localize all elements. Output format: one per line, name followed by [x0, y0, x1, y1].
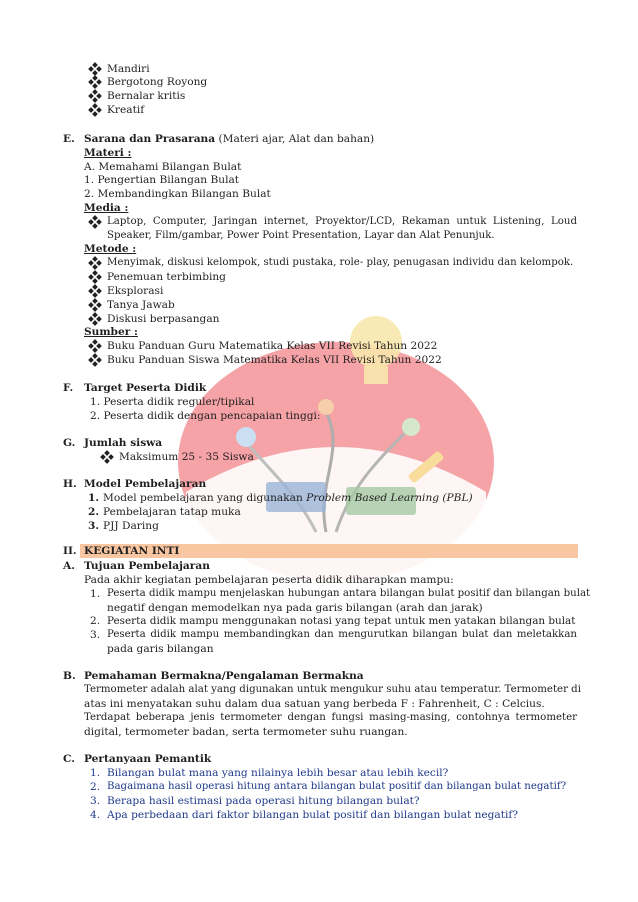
list-number: 3.: [88, 520, 100, 532]
bullet-icon: [89, 354, 101, 366]
section-title: [84, 132, 374, 146]
bullet-icon: [89, 90, 101, 102]
tujuan-item-line: negatif dengan memodelkan nya pada garis bilangan (arah dan jarak): [107, 602, 483, 614]
list-number: 1.: [88, 492, 100, 504]
bullet-icon: [89, 340, 101, 352]
section-title-note: (Materi ajar, Alat dan bahan): [218, 133, 375, 145]
profile-item: Mandiri: [107, 63, 150, 75]
materi-item: 1. Pengertian Bilangan Bulat: [84, 174, 240, 186]
tujuan-intro: Pada akhir kegiatan pembelajaran peserta didik diharapkan mampu:: [84, 574, 454, 586]
list-number: 2.: [90, 781, 101, 793]
sumber-item: Buku Panduan Siswa Matematika Kelas VII Revisi Tahun 2022: [107, 354, 442, 366]
section-title: KEGIATAN INTI: [84, 545, 180, 557]
section-number: II.: [63, 545, 77, 557]
paragraph-line: Terdapat beberapa jenis termometer dengan fungsi masing-masing, contohnya termometer: [84, 712, 577, 723]
model-item: Pembelajaran tatap muka: [103, 506, 241, 518]
profile-item: Bergotong Royong: [107, 76, 208, 88]
section-title: Pertanyaan Pemantik: [84, 753, 212, 765]
bullet-icon: [89, 216, 101, 228]
paragraph-line: digital, termometer badan, serta termometer suhu ruangan.: [84, 726, 408, 738]
metode-item: Eksplorasi: [107, 285, 164, 297]
media-text-line: Laptop, Computer, Jaringan internet, Proyektor/LCD, Rekaman untuk Listening, Loud: [107, 216, 577, 227]
section-letter: G.: [63, 437, 76, 449]
model-item: PJJ Daring: [103, 520, 159, 532]
media-text-line: Speaker, Film/gambar, Power Point Presentation, Layar dan Alat Penunjuk.: [107, 230, 495, 241]
list-number: 2.: [88, 506, 100, 518]
sumber-item: Buku Panduan Guru Matematika Kelas VII Revisi Tahun 2022: [107, 340, 438, 352]
profile-item: Bernalar kritis: [107, 90, 186, 102]
materi-item: A. Memahami Bilangan Bulat: [84, 161, 242, 173]
bullet-icon: [89, 257, 101, 269]
tujuan-item-line: pada garis bilangan: [107, 643, 214, 655]
media-label: Media :: [84, 202, 129, 214]
bullet-icon: [89, 104, 101, 116]
materi-item: 2. Membandingkan Bilangan Bulat: [84, 188, 271, 200]
target-item: 2. Peserta didik dengan pencapaian tinggi:: [90, 410, 321, 422]
section-title: Jumlah siswa: [84, 437, 163, 449]
jumlah-item: Maksimum 25 - 35 Siswa: [119, 451, 254, 463]
section-letter: B.: [63, 670, 76, 682]
question-item: Bagaimana hasil operasi hitung antara bilangan bulat positif dan bilangan bulat negatif?: [107, 781, 567, 792]
section-letter: C.: [63, 753, 75, 765]
metode-item: Menyimak, diskusi kelompok, studi pustaka, role- play, penugasan individu dan kelompok.: [107, 257, 574, 268]
tujuan-item-line: Peserta didik mampu menjelaskan hubungan antara bilangan bulat positif dan bilangan bulat: [107, 588, 591, 599]
section-title: Pemahaman Bermakna/Pengalaman Bermakna: [84, 670, 364, 682]
section-letter: H.: [63, 478, 77, 490]
tujuan-item-line: Peserta didik mampu membandingkan dan mengurutkan bilangan bulat dan meletakkan: [107, 629, 577, 640]
target-item: 1. Peserta didik reguler/tipikal: [90, 396, 255, 408]
metode-label: Metode :: [84, 243, 137, 255]
list-number: 1.: [90, 767, 101, 779]
bullet-icon: [89, 285, 101, 297]
section-letter: F.: [63, 382, 74, 394]
list-number: 4.: [90, 809, 101, 821]
list-number: 3.: [90, 795, 101, 807]
bullet-icon: [89, 299, 101, 311]
question-item: Bilangan bulat mana yang nilainya lebih besar atau lebih kecil?: [107, 767, 449, 779]
section-title-text: Sarana dan Prasarana: [84, 133, 216, 145]
materi-label: Materi :: [84, 147, 132, 159]
profile-item: Kreatif: [107, 104, 145, 116]
list-number: 3.: [90, 629, 101, 641]
bullet-icon: [89, 313, 101, 325]
bullet-icon: [89, 63, 101, 75]
model-item: [103, 491, 473, 505]
section-title: Target Peserta Didik: [84, 382, 207, 394]
bullet-icon: [89, 271, 101, 283]
bullet-icon: [89, 76, 101, 88]
tujuan-item-line: Peserta didik mampu menggunakan notasi yang tepat untuk men yatakan bilangan bulat: [107, 615, 576, 627]
metode-item: Penemuan terbimbing: [107, 271, 226, 283]
bullet-icon: [101, 451, 113, 463]
model-item-italic: Problem Based Learning (PBL): [306, 492, 473, 504]
sumber-label: Sumber :: [84, 326, 138, 338]
section-title: Model Pembelajaran: [84, 478, 207, 490]
paragraph-line: Termometer adalah alat yang digunakan untuk mengukur suhu atau temperatur. Termometer di: [84, 684, 581, 695]
model-item-text: Model pembelajaran yang digunakan: [103, 492, 307, 504]
section-letter: A.: [63, 560, 75, 572]
section-letter: E.: [63, 133, 75, 145]
paragraph-line: atas ini menyatakan suhu dalam dua satuan yang berbeda F : Fahrenheit, C : Celcius.: [84, 698, 545, 710]
list-number: 1.: [90, 588, 101, 600]
metode-item: Tanya Jawab: [107, 299, 175, 311]
list-number: 2.: [90, 615, 101, 627]
question-item: Apa perbedaan dari faktor bilangan bulat positif dan bilangan bulat negatif?: [107, 809, 518, 821]
section-title: Tujuan Pembelajaran: [84, 560, 210, 572]
question-item: Berapa hasil estimasi pada operasi hitung bilangan bulat?: [107, 795, 420, 807]
metode-item: Diskusi berpasangan: [107, 313, 220, 325]
